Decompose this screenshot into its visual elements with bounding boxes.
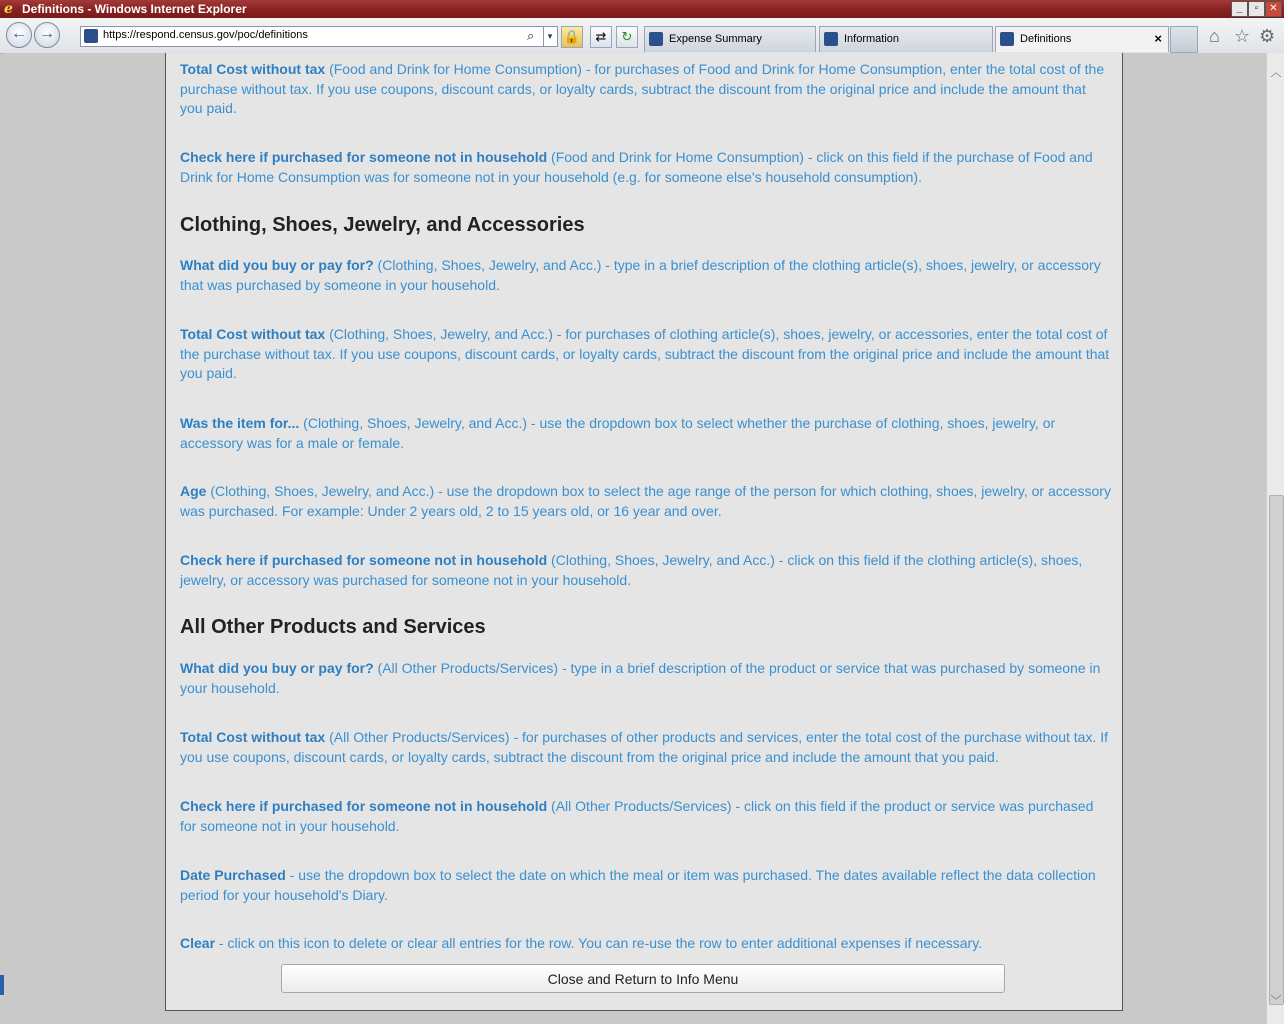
definition-entry (180, 325, 1112, 384)
definition-term: Check here if purchased for someone not in household (180, 798, 548, 814)
definition-term: Total Cost without tax (180, 729, 326, 745)
address-url[interactable]: https://respond.census.gov/poc/definitions (103, 29, 308, 41)
definition-text: (Clothing, Shoes, Jewelry, and Acc.) - type in a brief description of the clothing article(s), shoes, jewelry, or accessory that was purchased by someone in your household. (180, 257, 1101, 293)
forward-button[interactable]: → (34, 22, 60, 48)
browser-toolbar (0, 18, 1284, 54)
definition-entry (180, 797, 1112, 836)
refresh-icon[interactable]: ↻ (616, 26, 638, 48)
tab-information[interactable] (819, 26, 993, 52)
definition-entry (180, 414, 1112, 453)
definition-text: (All Other Products/Services) - for purchases of other products and services, enter the total cost of the purchase without tax. If you use coupons, discount cards, or loyalty cards, subtract the discount from the original price and include the amount that you paid. (180, 729, 1108, 765)
lock-icon[interactable]: 🔒 (561, 26, 583, 48)
definition-text: (Clothing, Shoes, Jewelry, and Acc.) - click on this field if the clothing article(s), shoes, jewelry, or accessory was purchased for someone not in your household. (180, 552, 1083, 588)
definition-term: Total Cost without tax (180, 61, 326, 77)
scroll-thumb[interactable] (1269, 495, 1284, 1005)
definition-term: Clear (180, 935, 216, 951)
back-button[interactable]: ← (6, 22, 32, 48)
definition-text: (Clothing, Shoes, Jewelry, and Acc.) - for purchases of clothing article(s), shoes, jewelry, or accessories, enter the total cost of the purchase without tax. If you use coupons, discount cards, or loyalty cards, subtract the discount from the original price and include the amount that you paid. (180, 326, 1110, 381)
scroll-down-icon[interactable]: ﹀ (1270, 995, 1282, 1007)
window-title: Definitions - Windows Internet Explorer (22, 2, 247, 16)
address-bar[interactable] (80, 26, 558, 47)
search-icon[interactable]: ⌕ (527, 28, 535, 43)
definition-entry (180, 934, 1112, 954)
definition-entry (180, 659, 1112, 698)
favorites-star-icon[interactable]: ☆ (1234, 26, 1251, 46)
definition-entry (180, 148, 1112, 187)
definition-term: Was the item for... (180, 415, 300, 431)
definition-text: - click on this icon to delete or clear all entries for the row. You can re-use the row to enter additional expenses if necessary. (215, 935, 983, 951)
vertical-scrollbar[interactable] (1266, 53, 1284, 1024)
close-tab-icon[interactable]: × (1154, 31, 1162, 46)
address-dropdown-button[interactable]: ▾ (543, 27, 556, 46)
ie-logo-icon: e (4, 1, 13, 17)
definition-entry (180, 728, 1112, 767)
definition-entry (180, 256, 1112, 295)
definition-entry (180, 551, 1112, 590)
minimize-button[interactable]: _ (1231, 1, 1248, 17)
definition-text: (Food and Drink for Home Consumption) - click on this field if the purchase of Food and Drink for Home Consumption was for someone not in your household (e.g. for someone else's household consumption). (180, 149, 1093, 185)
tab-expense-summary[interactable] (644, 26, 816, 52)
definition-term: Check here if purchased for someone not in household (180, 552, 548, 568)
tab-label: Information (844, 33, 900, 45)
scroll-up-icon[interactable]: ︿ (1270, 67, 1282, 79)
definition-text: (Food and Drink for Home Consumption) - for purchases of Food and Drink for Home Consumption, enter the total cost of the purchase without tax. If you use coupons, discount cards, or loyalty cards, subtract the discount from the original price and include the amount that you paid. (180, 61, 1105, 116)
definition-term: Total Cost without tax (180, 326, 326, 342)
home-icon[interactable]: ⌂ (1209, 26, 1220, 46)
definition-term: Date Purchased (180, 867, 286, 883)
definition-text: - use the dropdown box to select the date on which the meal or item was purchased. The dates available reflect the data collection period for your household's Diary. (180, 867, 1096, 903)
definition-text: (All Other Products/Services) - type in a brief description of the product or service that was purchased by someone in your household. (180, 660, 1101, 696)
tools-gear-icon[interactable]: ⚙ (1259, 26, 1276, 46)
definition-text: (All Other Products/Services) - click on this field if the product or service was purchased for someone not in your household. (180, 798, 1094, 834)
left-edge-marker (0, 975, 4, 995)
restore-button[interactable]: ▫ (1248, 1, 1265, 17)
tab-label: Expense Summary (669, 33, 762, 45)
definition-term: What did you buy or pay for? (180, 660, 374, 676)
new-tab-button[interactable] (1170, 26, 1198, 53)
section-heading-clothing: Clothing, Shoes, Jewelry, and Accessories (180, 214, 585, 236)
tab-favicon-icon (649, 32, 663, 46)
tab-definitions[interactable] (995, 26, 1169, 52)
definition-entry (180, 60, 1112, 119)
tab-favicon-icon (824, 32, 838, 46)
window-titlebar (0, 0, 1284, 18)
definition-entry (180, 866, 1112, 905)
section-heading-other: All Other Products and Services (180, 616, 486, 638)
site-favicon-icon (84, 29, 98, 43)
definition-entry (180, 482, 1112, 521)
definition-text: (Clothing, Shoes, Jewelry, and Acc.) - use the dropdown box to select the age range of the person for which clothing, shoes, jewelry, or accessory was purchased. For example: Under 2 years old, 2 to 15 years old, or 16 year and over. (180, 483, 1111, 519)
definition-term: What did you buy or pay for? (180, 257, 374, 273)
tab-label: Definitions (1020, 33, 1072, 45)
close-and-return-button[interactable]: Close and Return to Info Menu (281, 964, 1005, 993)
definition-term: Check here if purchased for someone not in household (180, 149, 548, 165)
compatibility-view-icon[interactable]: ⇄ (590, 26, 612, 48)
tab-favicon-icon (1000, 32, 1014, 46)
close-window-button[interactable]: ✕ (1265, 1, 1282, 17)
definition-text: (Clothing, Shoes, Jewelry, and Acc.) - use the dropdown box to select whether the purchase of clothing, shoes, jewelry, or accessory was for a male or female. (180, 415, 1056, 451)
definition-term: Age (180, 483, 207, 499)
